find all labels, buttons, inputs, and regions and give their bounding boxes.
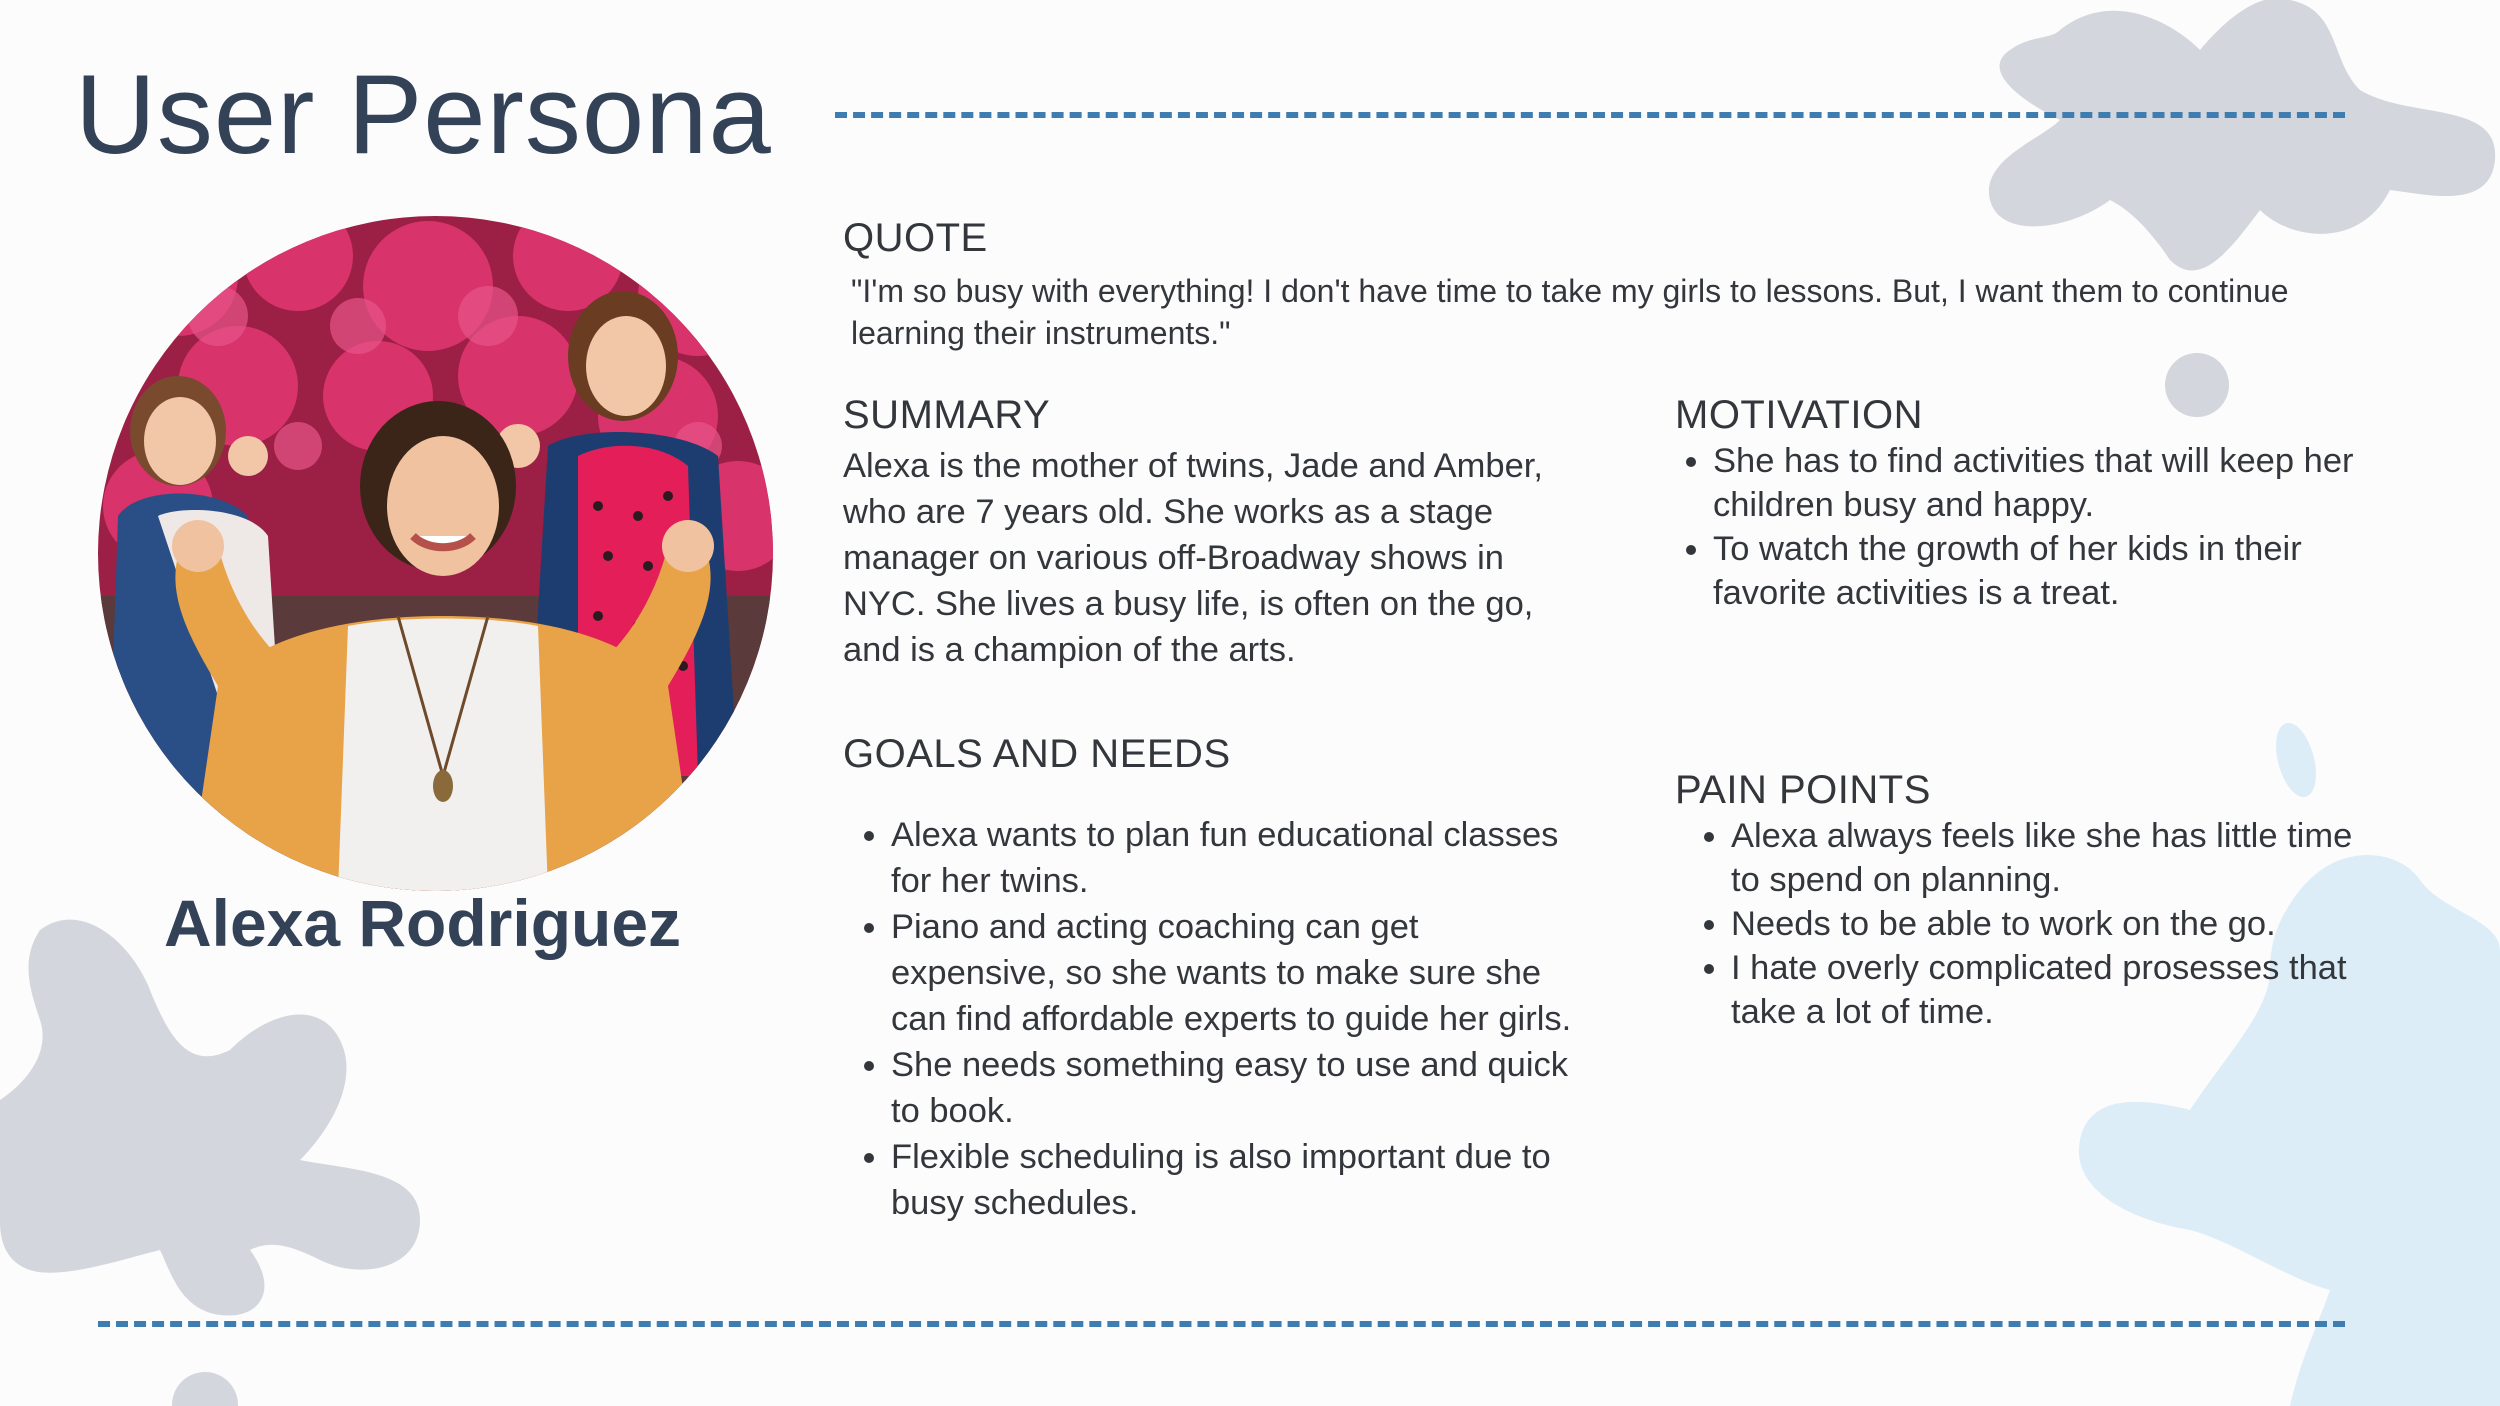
header-dashed-divider xyxy=(835,112,2345,118)
goals-item: • Alexa wants to plan fun educational classes for her twins. xyxy=(891,812,1573,904)
persona-name: Alexa Rodriguez xyxy=(163,886,682,960)
pain-point-item: • Alexa always feels like she has little time to spend on planning. xyxy=(1731,814,2375,902)
persona-photo xyxy=(98,216,773,891)
footer-dashed-divider xyxy=(98,1321,2345,1327)
pain-point-item: • I hate overly complicated prosesses that take a lot of time. xyxy=(1731,946,2375,1034)
summary-section xyxy=(843,391,1563,673)
pain-points-heading: PAIN POINTS xyxy=(1675,768,1931,812)
motivation-heading: MOTIVATION xyxy=(1675,393,1923,437)
motivation-item: • She has to find activities that will keep her children busy and happy. xyxy=(1713,439,2365,527)
goals-item: • Piano and acting coaching can get expensive, so she wants to make sure she can find affordable experts to guide her girls. xyxy=(891,904,1573,1042)
pain-points-section xyxy=(1675,766,2375,1034)
splash-blob-bottom-left xyxy=(0,900,520,1320)
summary-heading: SUMMARY xyxy=(843,393,1051,437)
dot-blob-bottom xyxy=(170,1370,240,1406)
quote-text: "I'm so busy with everything! I don't have time to take my girls to lessons. But, I want them to continue learning their instruments." xyxy=(851,273,2289,351)
goals-section xyxy=(843,730,1573,1226)
motivation-item: • To watch the growth of her kids in their favorite activities is a treat. xyxy=(1713,527,2365,615)
quote-heading: QUOTE xyxy=(843,216,988,260)
motivation-section xyxy=(1675,391,2365,615)
quote-section xyxy=(843,214,2313,354)
goals-item: • Flexible scheduling is also important due to busy schedules. xyxy=(891,1134,1573,1226)
goals-heading: GOALS AND NEEDS xyxy=(843,732,1231,776)
pain-point-item: • Needs to be able to work on the go. xyxy=(1731,902,2375,946)
page-title: User Persona xyxy=(75,52,772,177)
goals-item: • She needs something easy to use and quick to book. xyxy=(891,1042,1573,1134)
summary-text: Alexa is the mother of twins, Jade and Amber, who are 7 years old. She works as a stage manager on various off-Broadway shows in NYC. She lives a busy life, is often on the go, and is a champion of the arts. xyxy=(843,447,1543,669)
